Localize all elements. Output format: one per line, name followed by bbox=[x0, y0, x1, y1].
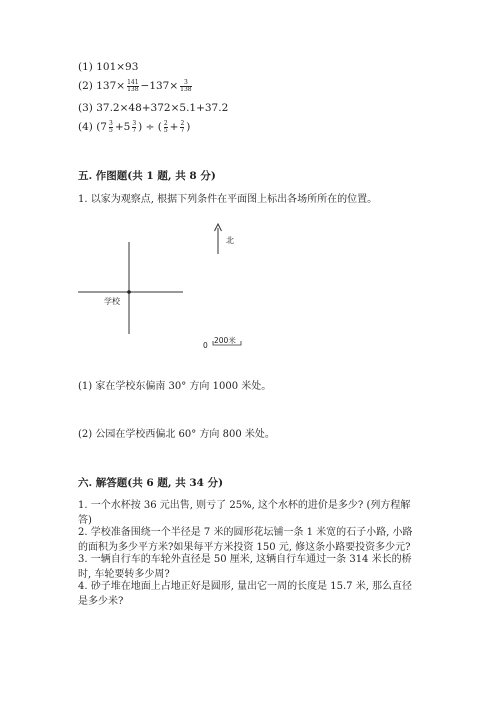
fraction-141-138: $\frac{141}{138}$ bbox=[127, 79, 139, 93]
fraction-3-7: $\frac{3}{7}$ bbox=[132, 120, 137, 134]
calc-item-1: (1) 101×93 bbox=[78, 61, 139, 73]
section-6-question-4: 4. 砂子堆在地面上占地正好是圆形, 量出它一周的长度是 15.7 米, 那么直径是多少米? bbox=[78, 581, 413, 607]
calc-item-4-suffix: ) bbox=[186, 121, 191, 133]
section-6-question-3: 3. 一辆自行车的车轮外直径是 50 厘米, 这辆自行车通过一条 314 米长的桥时, 车轮要转多少周? bbox=[78, 554, 412, 580]
fraction-3-5: $\frac{3}{5}$ bbox=[109, 120, 113, 134]
calc-item-4-mid2: ) ÷ ( bbox=[138, 121, 162, 133]
fraction-2-5: $\frac{2}{5}$ bbox=[163, 120, 168, 134]
calc-item-3: (3) 37.2×48+372×5.1+37.2 bbox=[78, 102, 229, 114]
calc-item-4-mid3: + bbox=[169, 121, 179, 133]
fraction-2-7: $\frac{2}{7}$ bbox=[180, 120, 185, 134]
calc-item-2-prefix: (2) 137× bbox=[78, 80, 126, 92]
school-point bbox=[127, 290, 131, 294]
scale-length: 200米 bbox=[214, 336, 236, 345]
section-6-question-2: 2. 学校准备围绕一个半径是 7 米的圆形花坛铺一条 1 米宽的石子小路, 小路的面积为多少平方米?如果每平方米投资 150 元, 修这条小路要投资多少元? bbox=[78, 527, 413, 553]
calc-item-4-prefix: (4) (7 bbox=[78, 121, 107, 133]
section-5-condition-1: (1) 家在学校东偏南 30° 方向 1000 米处。 bbox=[78, 381, 272, 392]
section-5-intro: 1. 以家为观察点, 根据下列条件在平面图上标出各场所所在的位置。 bbox=[78, 194, 378, 205]
section-5-title: 五. 作图题(共 1 题, 共 8 分) bbox=[78, 170, 216, 182]
north-label: 北 bbox=[226, 236, 234, 245]
section-6-title: 六. 解答题(共 6 题, 共 34 分) bbox=[78, 477, 224, 489]
section-5-condition-2: (2) 公园在学校西偏北 60° 方向 800 米处。 bbox=[78, 429, 275, 440]
calc-item-2-mid: −137× bbox=[140, 80, 179, 92]
fraction-3-138: $\frac{3}{138}$ bbox=[180, 79, 192, 93]
scale-zero: 0 bbox=[203, 341, 208, 350]
calc-item-4-mid1: +5 bbox=[114, 121, 131, 133]
school-label: 学校 bbox=[104, 297, 120, 306]
section-6-question-1: 1. 一个水杯按 36 元出售, 则亏了 25%, 这个水杯的进价是多少? (列方程解答) bbox=[78, 500, 411, 526]
